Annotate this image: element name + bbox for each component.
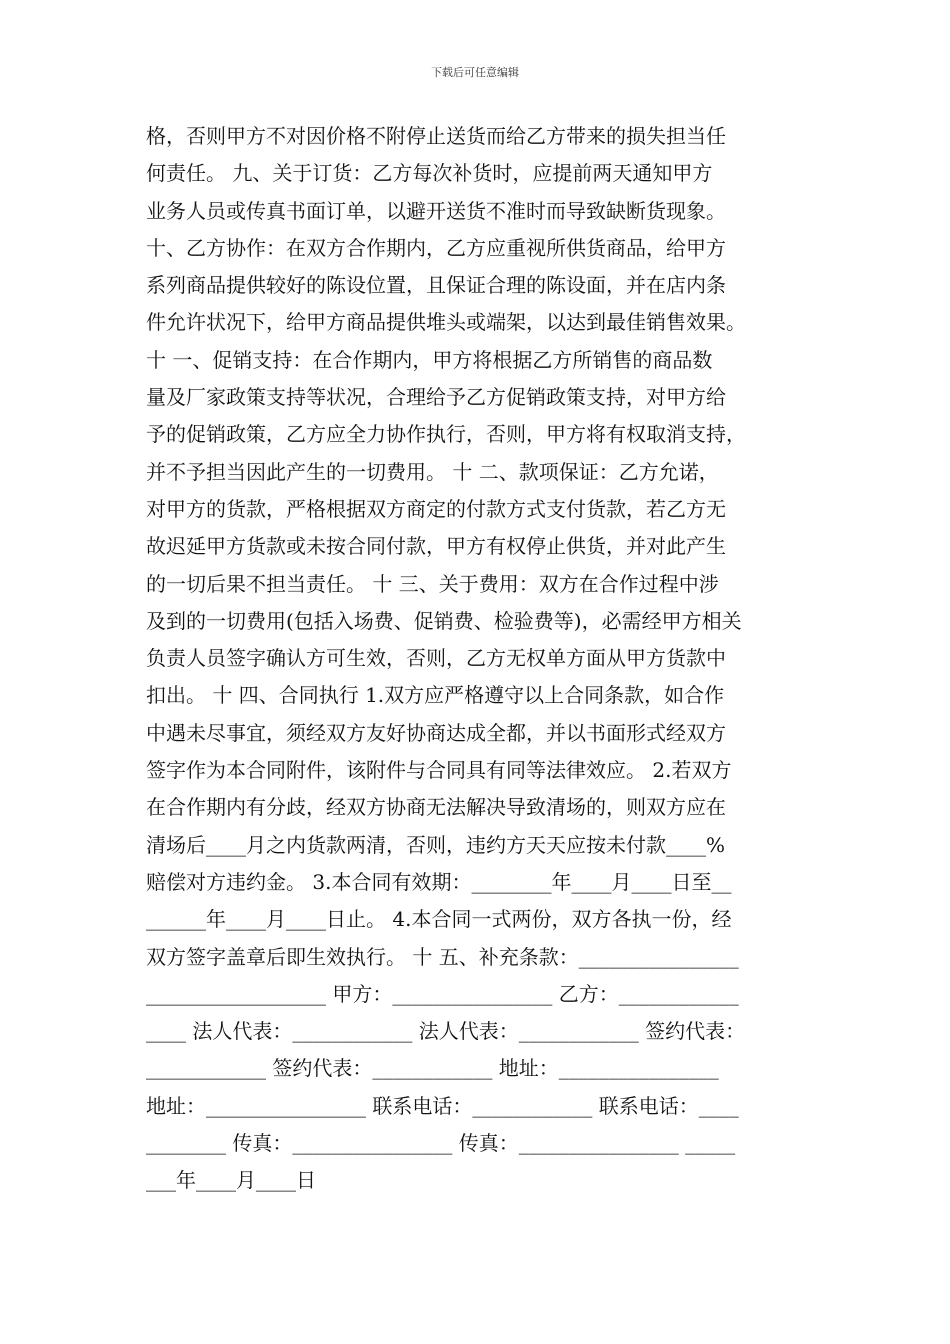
body-line: 在合作期内有分歧，经双方协商无法解决导致清场的，则双方应在 bbox=[146, 795, 726, 820]
body-line: 业务人员或传真书面订单，以避开送货不准时而导致缺断货现象。 bbox=[146, 198, 726, 223]
body-line: 十 一、促销支持：在合作期内，甲方将根据乙方所销售的商品数 bbox=[146, 347, 713, 372]
body-line: 予的促销政策，乙方应全力协作执行，否则，甲方将有权取消支持， bbox=[146, 422, 746, 447]
body-line: 负责人员签字确认方可生效，否则，乙方无权单方面从甲方货款中 bbox=[146, 646, 726, 671]
body-line: 清场后____月之内货款两清，否则，违约方天天应按未付款____% bbox=[146, 832, 726, 857]
body-line: ___年____月____日 bbox=[146, 1168, 316, 1193]
body-line: 并不予担当因此产生的一切费用。 十 二、款项保证：乙方允诺， bbox=[146, 459, 719, 484]
body-line: 对甲方的货款，严格根据双方商定的付款方式支付货款，若乙方无 bbox=[146, 496, 726, 521]
body-line: 中遇未尽事宜，须经双方友好协商达成全都，并以书面形式经双方 bbox=[146, 720, 726, 745]
body-line: 何责任。 九、关于订货：乙方每次补货时，应提前两天通知甲方 bbox=[146, 161, 713, 186]
body-line: 及到的一切费用(包括入场费、促销费、检验费等)，必需经甲方相关 bbox=[146, 608, 742, 633]
body-line: 量及厂家政策支持等状况，合理给予乙方促销政策支持，对甲方给 bbox=[146, 385, 726, 410]
page-header: 下载后可任意编辑 bbox=[431, 66, 519, 79]
body-line: 故迟延甲方货款或未按合同付款，甲方有权停止供货，并对此产生 bbox=[146, 534, 726, 559]
body-line: 系列商品提供较好的陈设位置，且保证合理的陈设面，并在店内条 bbox=[146, 273, 726, 298]
body-line: ____ 法人代表：____________ 法人代表：____________ 签约代表： bbox=[146, 1019, 746, 1044]
body-line: 的一切后果不担当责任。 十 三、关于费用：双方在合作过程中涉 bbox=[146, 571, 719, 596]
body-line: ______年____月____日止。 4.本合同一式两份，双方各执一份，经 bbox=[146, 907, 732, 932]
body-line: 扣出。 十 四、合同执行 1.双方应严格遵守以上合同条款，如合作 bbox=[146, 683, 725, 708]
body-line: 件允许状况下，给甲方商品提供堆头或端架，以达到最佳销售效果。 bbox=[146, 310, 746, 335]
body-line: 地址：________________ 联系电话：____________ 联系电话：____ bbox=[146, 1093, 739, 1118]
body-line: __________________ 甲方：________________ 乙方：____________ bbox=[146, 981, 739, 1006]
contract-body bbox=[146, 118, 810, 1200]
body-line: 签字作为本合同附件，该附件与合同具有同等法律效应。 2.若双方 bbox=[146, 758, 732, 783]
body-line: 格，否则甲方不对因价格不附停止送货而给乙方带来的损失担当任 bbox=[146, 124, 726, 148]
body-line: ____________ 签约代表：____________ 地址：________________ bbox=[146, 1056, 719, 1081]
body-line: 赔偿对方违约金。 3.本合同有效期：________年____月____日至__ bbox=[146, 869, 732, 894]
body-line: ________ 传真：________________ 传真：________________ _____ bbox=[146, 1131, 736, 1156]
body-line: 双方签字盖章后即生效执行。 十 五、补充条款：________________ bbox=[146, 944, 739, 969]
body-line: 十、乙方协作：在双方合作期内，乙方应重视所供货商品，给甲方 bbox=[146, 235, 726, 260]
